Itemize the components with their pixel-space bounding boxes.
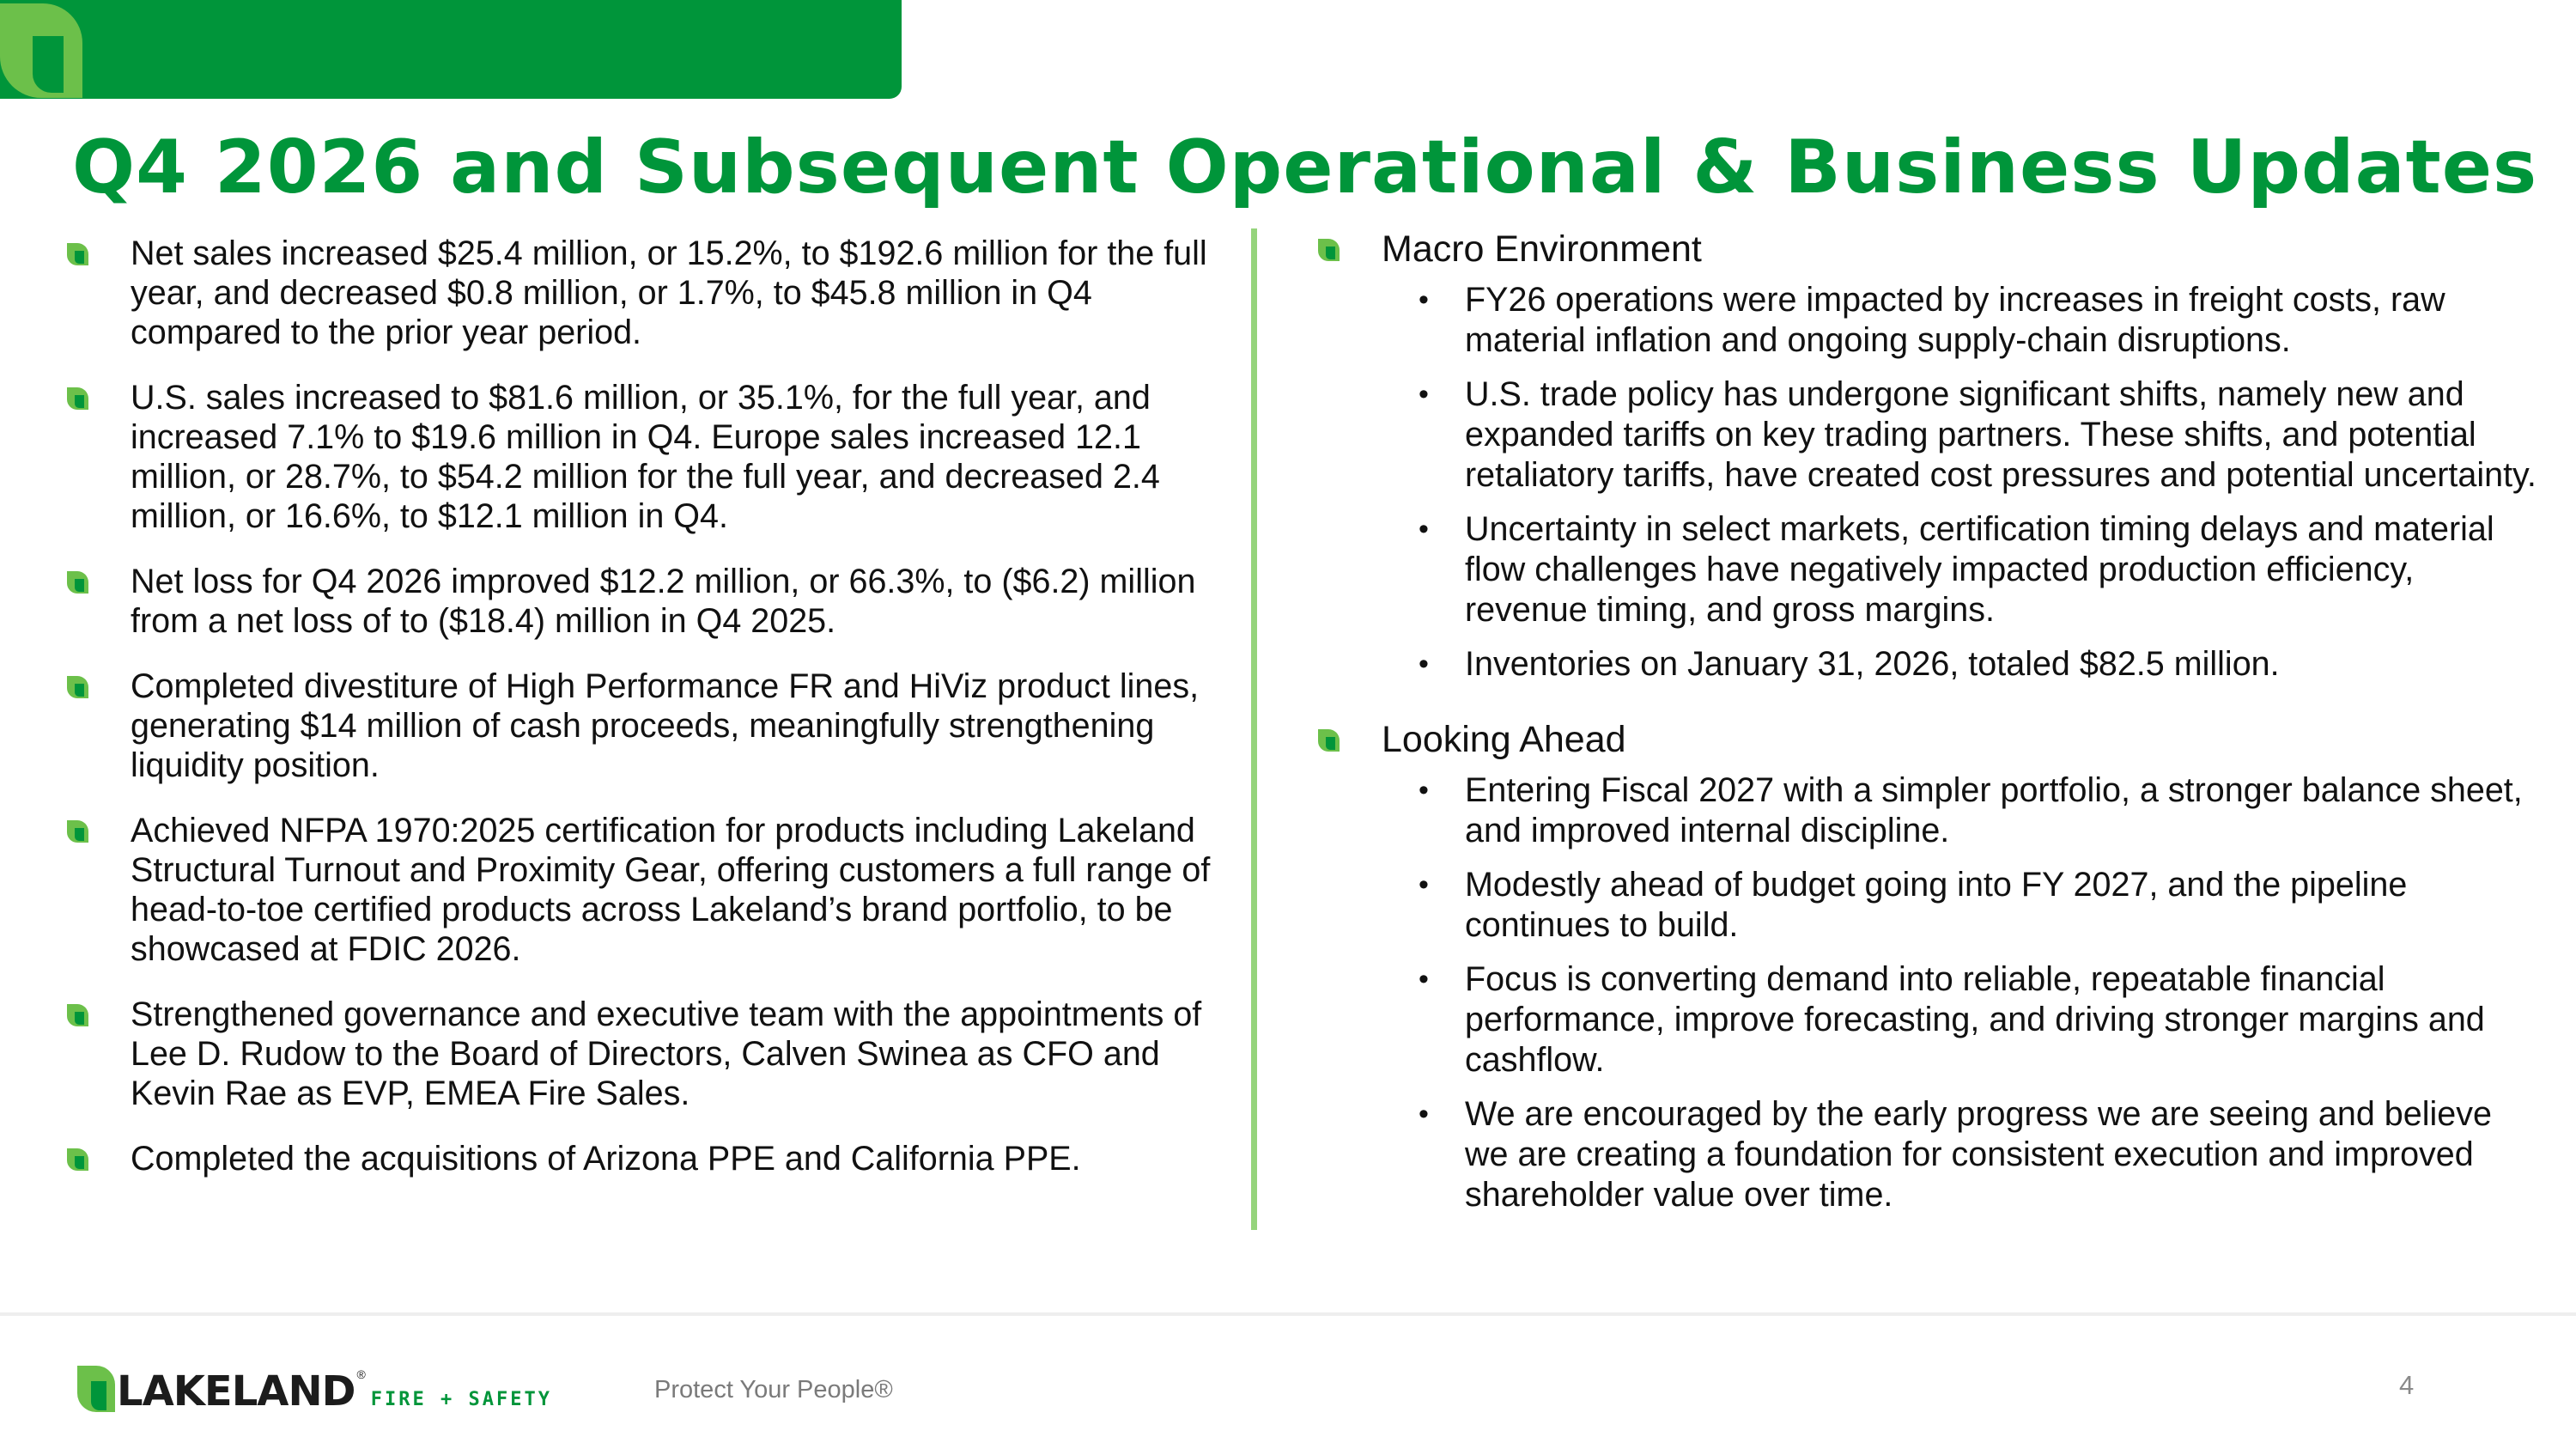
bullet-dot: • — [1419, 963, 1429, 995]
lakeland-logo — [77, 1362, 552, 1416]
leaf-bullet-icon — [67, 1004, 88, 1026]
leaf-bullet-icon — [67, 820, 88, 843]
bullet-text: Completed divestiture of High Performance FR and HiViz product lines, generating $14 million of cash proceeds, meaningfully strengthening liquidity position. — [131, 667, 1200, 784]
logo-registered-mark: ® — [356, 1367, 366, 1381]
bullet-text: Strengthened governance and executive team with the appointments of Lee D. Rudow to the Board of Directors, Calven Swinea as CFO and Kevin Rae as EVP, EMEA Fire Sales. — [131, 995, 1202, 1112]
list-item — [67, 562, 1243, 641]
list-item — [67, 811, 1243, 969]
sub-list-item — [1318, 374, 2537, 496]
leaf-bullet-icon — [67, 676, 88, 698]
bullet-dot: • — [1419, 648, 1429, 680]
sub-list-item — [1318, 644, 2537, 685]
sub-item-text: Uncertainty in select markets, certification timing delays and material flow challenges have negatively impacted production efficiency, revenue timing, and gross margins. — [1465, 510, 2494, 629]
sub-item-text: Focus is converting demand into reliable, repeatable financial performance, improve forecasting, and driving stronger margins and cashflow. — [1465, 960, 2485, 1079]
sub-item-text: Modestly ahead of budget going into FY 2027, and the pipeline continues to build. — [1465, 866, 2408, 944]
page-number: 4 — [2399, 1370, 2415, 1400]
leaf-bullet-icon — [67, 1148, 88, 1171]
left-bullet-list — [67, 234, 1243, 1204]
leaf-bullet-icon — [67, 571, 88, 594]
bullet-text: Net sales increased $25.4 million, or 15.2%, to $192.6 million for the full year, and decreased $0.8 million, or 1.7%, to $45.8 million in Q4 compared to the prior year period. — [131, 234, 1207, 351]
column-divider — [1251, 228, 1257, 1230]
bullet-dot: • — [1419, 283, 1429, 316]
section-heading-text: Looking Ahead — [1382, 719, 1626, 760]
sub-list-item — [1318, 770, 2537, 851]
bullet-text: Net loss for Q4 2026 improved $12.2 million, or 66.3%, to ($6.2) million from a net loss of to ($18.4) million in Q4 2025. — [131, 563, 1196, 640]
leaf-logo-icon — [77, 1366, 115, 1412]
sub-list-item — [1318, 1094, 2537, 1215]
bullet-dot: • — [1419, 378, 1429, 411]
bullet-text: Achieved NFPA 1970:2025 certification for products including Lakeland Structural Turnout and Proximity Gear, offering customers a full range of head-to-toe certified products across Lakeland’s brand portfolio, to be showcased at FDIC 2026. — [131, 812, 1211, 968]
list-item — [67, 995, 1243, 1113]
slide-title: Q4 2026 and Subsequent Operational & Business Updates — [72, 125, 2538, 210]
bullet-dot: • — [1419, 868, 1429, 901]
sub-item-text: U.S. trade policy has undergone significant shifts, namely new and expanded tariffs on key trading partners. These shifts, and potential retaliatory tariffs, have created cost pressures and potential uncertainty. — [1465, 375, 2537, 494]
bullet-text: Completed the acquisitions of Arizona PPE and California PPE. — [131, 1140, 1081, 1178]
sub-item-text: Entering Fiscal 2027 with a simpler portfolio, a stronger balance sheet, and improved internal discipline. — [1465, 771, 2523, 849]
sub-list-item — [1318, 865, 2537, 946]
header-band — [0, 0, 902, 99]
footer-divider — [0, 1312, 2576, 1316]
leaf-bullet-icon — [1318, 239, 1340, 261]
sub-list-item — [1318, 509, 2537, 630]
bullet-dot: • — [1419, 513, 1429, 545]
list-item — [67, 234, 1243, 352]
sub-item-text: Inventories on January 31, 2026, totaled $82.5 million. — [1465, 645, 2280, 683]
list-item — [67, 1139, 1243, 1178]
leaf-bullet-icon — [67, 243, 88, 265]
sub-item-text: We are encouraged by the early progress we are seeing and believe we are creating a foundation for consistent execution and improved shareholder value over time. — [1465, 1095, 2492, 1214]
leaf-bullet-icon — [1318, 729, 1340, 752]
logo-subtitle: FIRE + SAFETY — [370, 1389, 552, 1410]
list-item — [67, 378, 1243, 536]
bullet-dot: • — [1419, 1098, 1429, 1130]
list-item — [67, 667, 1243, 785]
section-spacer — [1318, 698, 2537, 717]
section-heading-macro — [1318, 227, 2537, 271]
logo-wordmark: LAKELAND — [117, 1367, 355, 1416]
leaf-logo-icon — [0, 3, 82, 98]
sub-list-item — [1318, 280, 2537, 361]
section-heading-looking-ahead — [1318, 717, 2537, 762]
right-bullet-list — [1318, 227, 2537, 1229]
leaf-bullet-icon — [67, 387, 88, 410]
section-heading-text: Macro Environment — [1382, 228, 1702, 270]
sub-list-item — [1318, 959, 2537, 1081]
bullet-text: U.S. sales increased to $81.6 million, or 35.1%, for the full year, and increased 7.1% to $19.6 million in Q4. Europe sales increased 12.1 million, or 28.7%, to $54.2 million for the full year, and decreased 2.4 million, or 16.6%, to $12.1 million in Q4. — [131, 379, 1160, 535]
sub-item-text: FY26 operations were impacted by increases in freight costs, raw material inflation and ongoing supply-chain disruptions. — [1465, 281, 2445, 359]
footer-tagline: Protect Your People® — [654, 1376, 893, 1403]
bullet-dot: • — [1419, 774, 1429, 807]
